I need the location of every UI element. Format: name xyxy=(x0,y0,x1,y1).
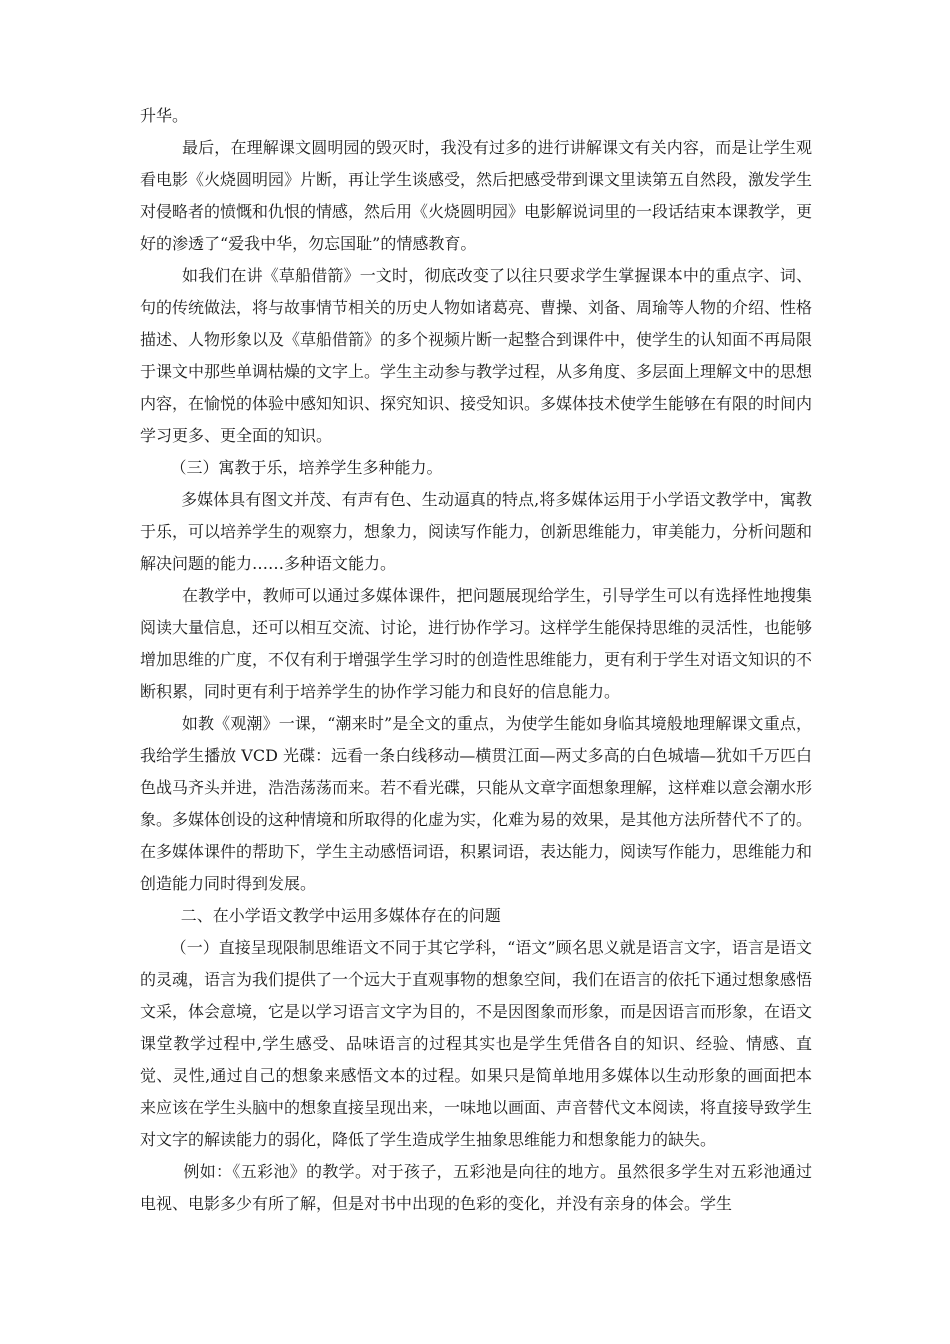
paragraph-7: （一）直接呈现限制思维语文不同于其它学科，“语文”顾名思义就是语言文字，语言是语文的灵魂，语言为我们提供了一个远大于直观事物的想象空间，我们在语言的依托下通过想象感悟文采，体会意境，它是以学习语言文字为目的，不是因图象而形象，而是因语言而形象，在语文课堂教学过程中,学生感受、品味语言的过程其实也是学生凭借各自的知识、经验、情感、直觉、灵性,通过自己的想象来感悟文本的过程。如果只是简单地用多媒体以生动形象的画面把本来应该在学生头脑中的想象直接呈现出来，一味地以画面、声音替代文本阅读，将直接导致学生对文字的解读能力的弱化，降低了学生造成学生抽象思维能力和想象能力的缺失。 xyxy=(140,938,813,1149)
section-heading-3: （三）寓教于乐，培养学生多种能力。 xyxy=(140,458,443,477)
document-body xyxy=(140,100,812,1220)
paragraph-5: 在教学中，教师可以通过多媒体课件，把问题展现给学生，引导学生可以有选择性地搜集阅读大量信息，还可以相互交流、讨论，进行协作学习。这样学生能保持思维的灵活性，也能够增加思维的广度，不仅有利于增强学生学习时的创造性思维能力，更有利于学生对语文知识的不断积累，同时更有利于培养学生的协作学习能力和良好的信息能力。 xyxy=(140,586,813,701)
section-heading-2: 二、在小学语文教学中运用多媒体存在的问题 xyxy=(140,906,501,925)
paragraph-4: 多媒体具有图文并茂、有声有色、生动逼真的特点,将多媒体运用于小学语文教学中，寓教于乐，可以培养学生的观察力，想象力，阅读写作能力，创新思维能力，审美能力，分析问题和解决问题的能力……多种语文能力。 xyxy=(140,490,813,573)
paragraph-2: 最后，在理解课文圆明园的毁灭时，我没有过多的进行讲解课文有关内容，而是让学生观看电影《火烧圆明园》片断，再让学生谈感受，然后把感受带到课文里读第五自然段，激发学生对侵略者的愤慨和仇恨的情感，然后用《火烧圆明园》电影解说词里的一段话结束本课教学，更好的渗透了“爱我中华，勿忘国耻”的情感教育。 xyxy=(140,138,813,253)
paragraph-6: 如教《观潮》一课，“潮来时”是全文的重点，为使学生能如身临其境般地理解课文重点，我给学生播放 VCD 光碟：远看一条白线移动—横贯江面—两丈多高的白色城墙—犹如千万匹白色战马齐头并进，浩浩荡荡而来。若不看光碟，只能从文章字面想象理解，这样难以意会潮水形象。多媒体创设的这种情境和所取得的化虚为实，化难为易的效果，是其他方法所替代不了的。在多媒体课件的帮助下，学生主动感悟词语，积累词语，表达能力，阅读写作能力，思维能力和创造能力同时得到发展。 xyxy=(140,714,813,893)
paragraph-1: 升华。 xyxy=(140,106,189,125)
paragraph-3: 如我们在讲《草船借箭》一文时，彻底改变了以往只要求学生掌握课本中的重点字、词、句的传统做法，将与故事情节相关的历史人物如诸葛亮、曹操、刘备、周瑜等人物的介绍、性格描述、人物形象以及《草船借箭》的多个视频片断一起整合到课件中，使学生的认知面不再局限于课文中那些单调枯燥的文字上。学生主动参与教学过程，从多角度、多层面上理解文中的思想内容，在愉悦的体验中感知知识、探究知识、接受知识。多媒体技术使学生能够在有限的时间内学习更多、更全面的知识。 xyxy=(140,266,813,445)
paragraph-8: 例如：《五彩池》的教学。对于孩子，五彩池是向往的地方。虽然很多学生对五彩池通过电视、电影多少有所了解，但是对书中出现的色彩的变化，并没有亲身的体会。学生 xyxy=(140,1162,812,1213)
